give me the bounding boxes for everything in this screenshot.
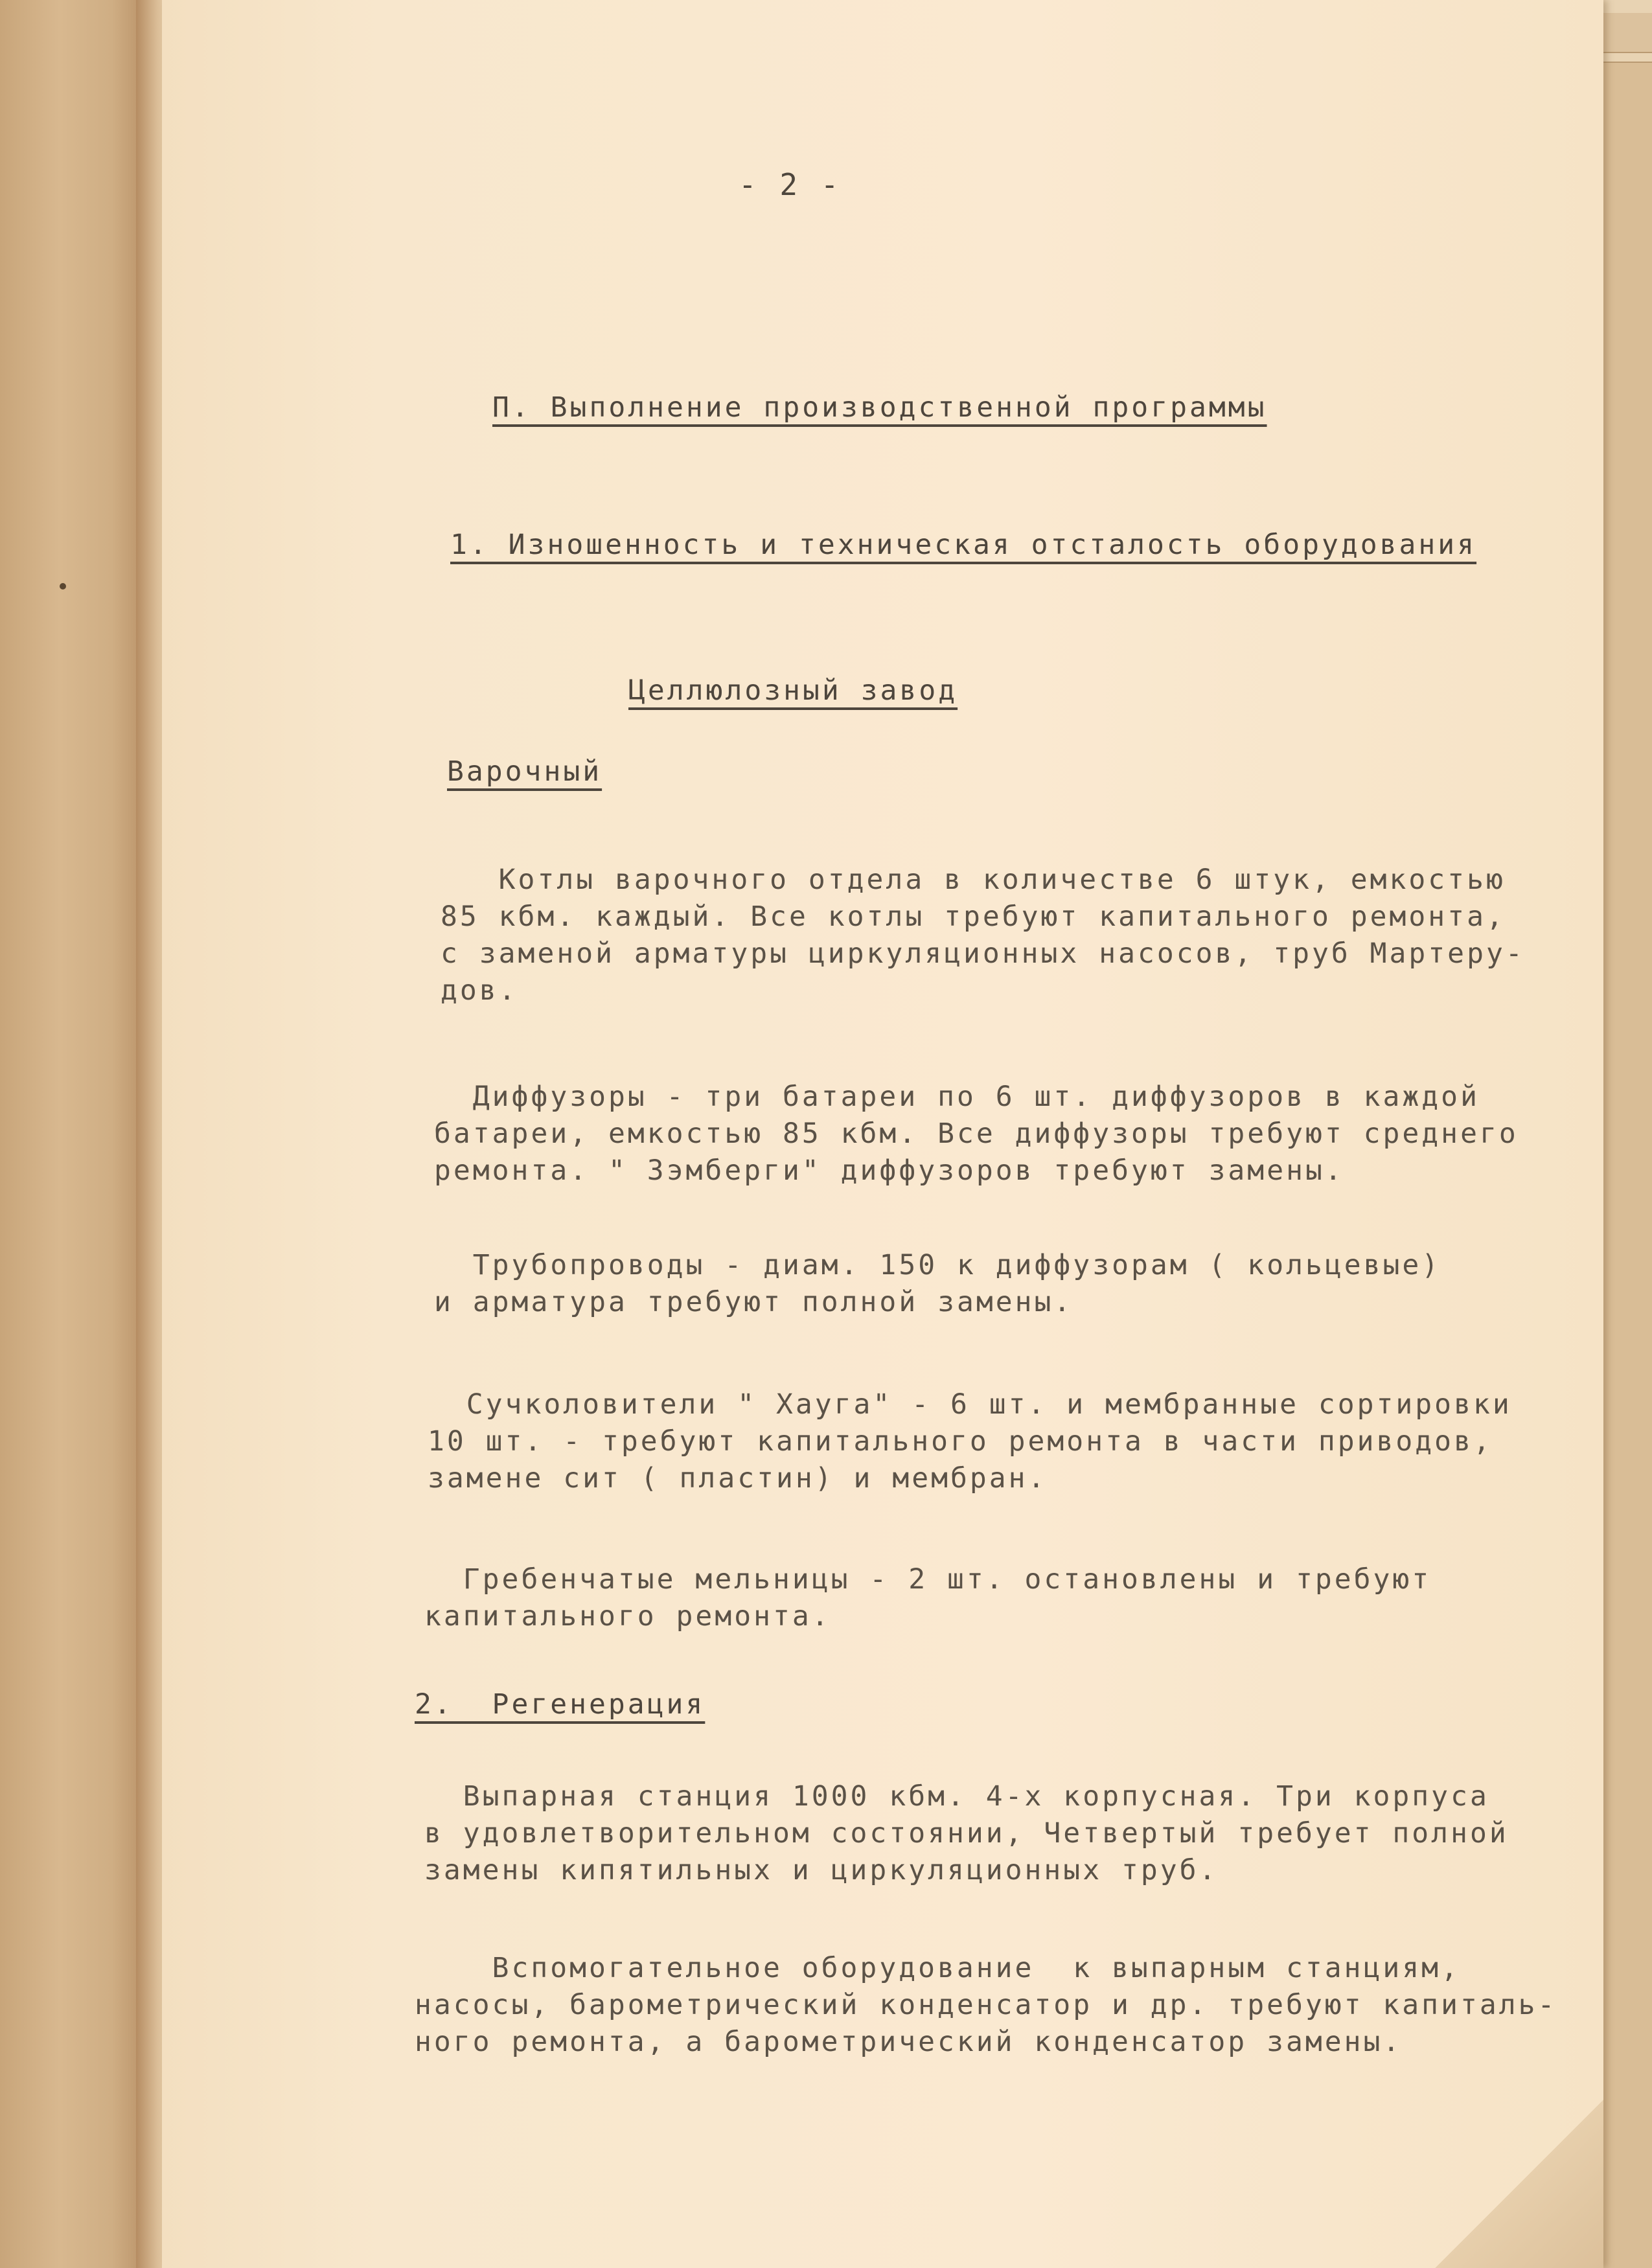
paragraph-auxiliary xyxy=(415,1950,1557,2061)
paragraph-evaporator xyxy=(424,1778,1509,1889)
text-line: 85 кбм. каждый. Все котлы требуют капитального ремонта, xyxy=(441,900,1506,933)
text-line: с заменой арматуры циркуляционных насосов, труб Мартеру- xyxy=(441,937,1525,970)
text-line: ного ремонта, а барометрический конденсатор замены. xyxy=(415,2026,1403,2058)
folder-cover xyxy=(0,0,149,2268)
text-line: Сучколовители " Хауга" - 6 шт. и мембранные сортировки xyxy=(428,1388,1512,1421)
text-line: Вспомогательное оборудование к выпарным станциям, xyxy=(415,1952,1460,1984)
paragraph-mills xyxy=(424,1561,1431,1635)
text-line: в удовлетворительном состоянии, Четвертый требует полной xyxy=(424,1817,1509,1850)
plant-heading: Целлюлозный завод xyxy=(628,674,958,707)
text-line: Выпарная станция 1000 кбм. 4-х корпусная. Три корпуса xyxy=(424,1780,1489,1813)
text-line: и арматура требуют полной замены. xyxy=(434,1286,1073,1318)
department-heading-regeneration: 2. Регенерация xyxy=(415,1688,706,1721)
text-line: батареи, емкостью 85 кбм. Все диффузоры требуют среднего xyxy=(434,1117,1519,1150)
paragraph-pipelines xyxy=(434,1247,1441,1321)
department-heading: Варочный xyxy=(447,755,602,788)
page-corner-fold xyxy=(1435,2100,1603,2268)
text-line: Трубопроводы - диам. 150 к диффузорам ( кольцевые) xyxy=(434,1249,1441,1281)
section-heading: П. Выполнение производственной программы xyxy=(492,391,1267,424)
text-line: насосы, барометрический конденсатор и др. требуют капиталь- xyxy=(415,1989,1557,2021)
page-number: - 2 - xyxy=(739,167,842,202)
text-line: ремонта. " Зэмберги" диффузоров требуют замены. xyxy=(434,1154,1344,1187)
binding-hole xyxy=(60,583,66,590)
text-line: Диффузоры - три батареи по 6 шт. диффузоров в каждой xyxy=(434,1081,1480,1113)
paragraph-knotters xyxy=(428,1386,1512,1497)
text-line: дов. xyxy=(441,974,518,1007)
text-line: замены кипятильных и циркуляционных труб. xyxy=(424,1854,1219,1886)
text-line: Гребенчатые мельницы - 2 шт. остановлены и требуют xyxy=(424,1563,1432,1596)
text-line: Котлы варочного отдела в количестве 6 штук, емкостью xyxy=(441,864,1506,896)
subsection-heading: 1. Изношенность и техническая отсталость оборудования xyxy=(450,529,1477,561)
text-line: замене сит ( пластин) и мембран. xyxy=(428,1462,1048,1495)
paragraph-boilers xyxy=(441,862,1525,1009)
text-line: капитального ремонта. xyxy=(424,1600,831,1632)
paragraph-diffusers xyxy=(434,1079,1519,1189)
text-line: 10 шт. - требуют капитального ремонта в части приводов, xyxy=(428,1425,1493,1458)
